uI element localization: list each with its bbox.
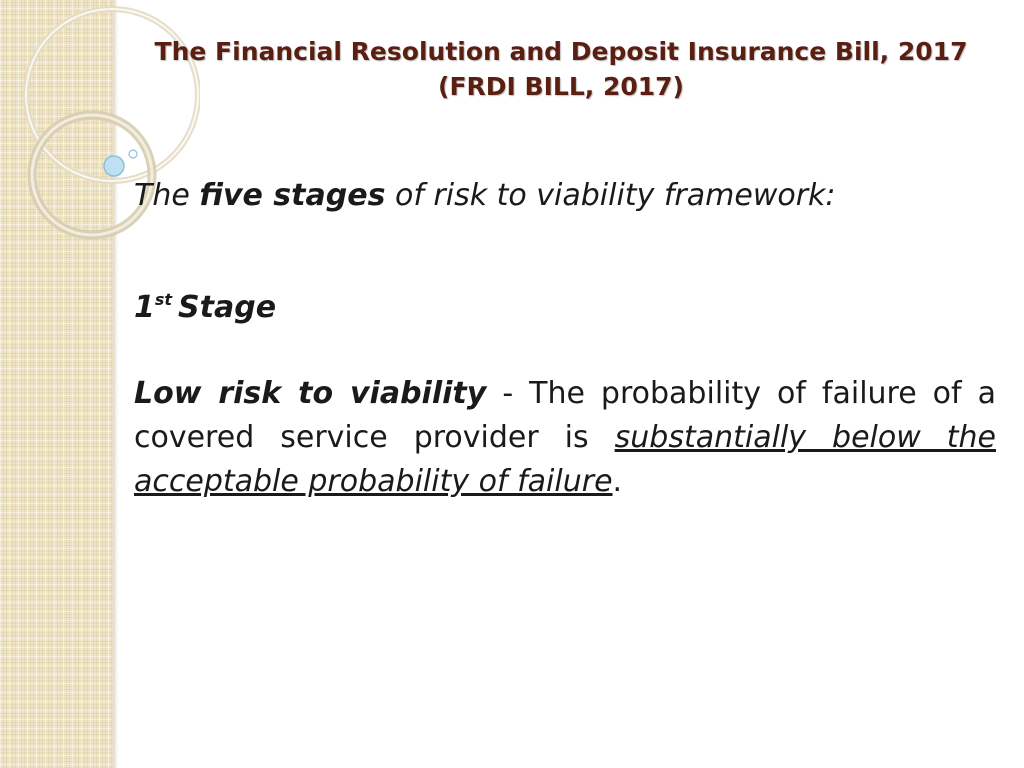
title-line-2: (FRDI BILL, 2017)	[438, 72, 684, 101]
stage-heading	[134, 276, 996, 332]
intro-post: of risk to viability framework:	[385, 178, 836, 213]
title-line-1: The Financial Resolution and Deposit Insurance Bill, 2017	[154, 37, 968, 66]
intro-emphasis: five stages	[199, 178, 386, 213]
stage-number: 1	[134, 290, 155, 325]
description-body: The probability of failure of a covered service provider is	[134, 376, 996, 455]
stage-suffix: st	[154, 290, 173, 309]
stage-label: Stage	[178, 290, 277, 325]
description-end: .	[612, 464, 623, 499]
slide-title	[130, 34, 992, 104]
intro-pre: The	[134, 178, 200, 213]
description-underlined: substantially below the acceptable probability of failure	[134, 420, 996, 499]
stage-description	[134, 372, 996, 504]
slide-content	[134, 172, 996, 504]
description-dash: -	[486, 376, 530, 411]
intro-line	[134, 172, 996, 220]
description-lead: Low risk to viability	[134, 376, 487, 411]
